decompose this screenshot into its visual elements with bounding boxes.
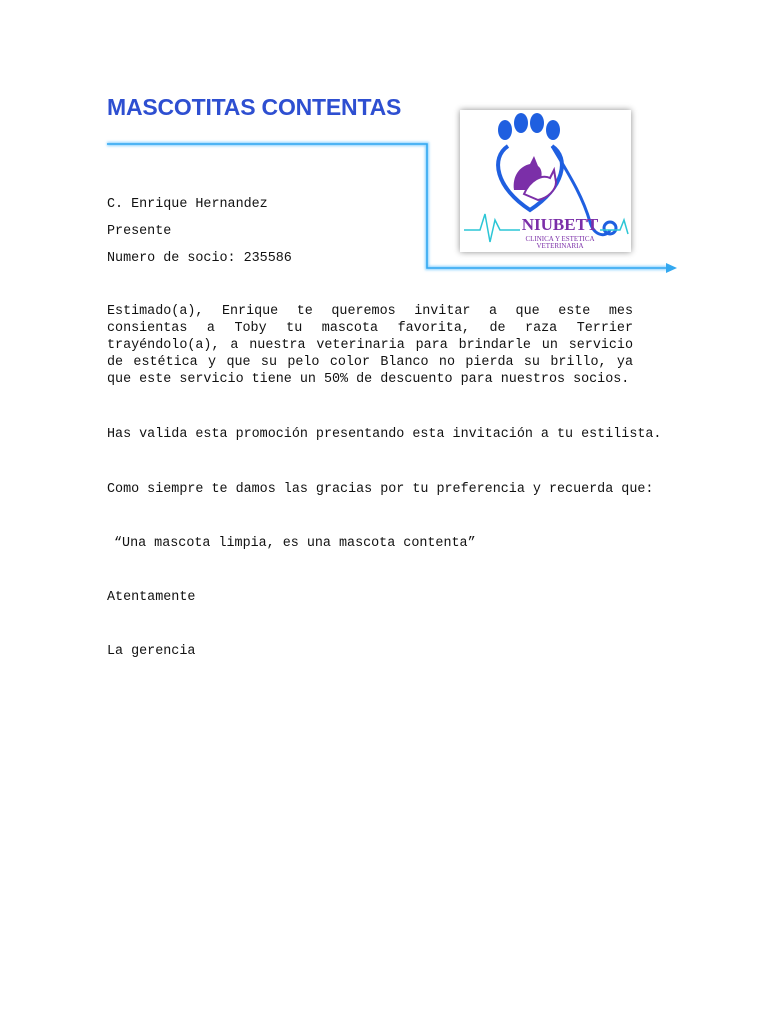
logo-tagline-2: VETERINARIA [536, 242, 584, 250]
logo-name: NIUBETT [521, 215, 599, 234]
logo-tagline-1: CLINICA Y ESTETICA [525, 235, 595, 243]
clinic-logo [460, 110, 631, 252]
quote-line: “Una mascota limpia, es una mascota contenta” [114, 536, 476, 551]
signature-line: La gerencia [107, 644, 196, 659]
recipient-name: C. Enrique Hernandez [107, 197, 268, 212]
closing-line: Atentamente [107, 590, 196, 605]
invitation-paragraph: Estimado(a), Enrique te queremos invitar a que este mes consientas a Toby tu mascota favorita, de raza Terrier trayéndolo(a), a nuestra veterinaria para brindarle un servicio de estética y que su pelo color Blanco no pierda su brillo, ya que este servicio tiene un 50% de descuento para nuestros socios. [107, 304, 633, 387]
member-number: Numero de socio: 235586 [107, 251, 292, 266]
page-title: MASCOTITAS CONTENTAS [107, 94, 402, 120]
presente-label: Presente [107, 224, 172, 239]
paw-stethoscope-logo-icon [460, 110, 631, 252]
arrowhead-icon [666, 263, 677, 273]
validity-note: Has valida esta promoción presentando esta invitación a tu estilista. [107, 427, 662, 442]
thanks-line: Como siempre te damos las gracias por tu preferencia y recuerda que: [107, 482, 654, 497]
